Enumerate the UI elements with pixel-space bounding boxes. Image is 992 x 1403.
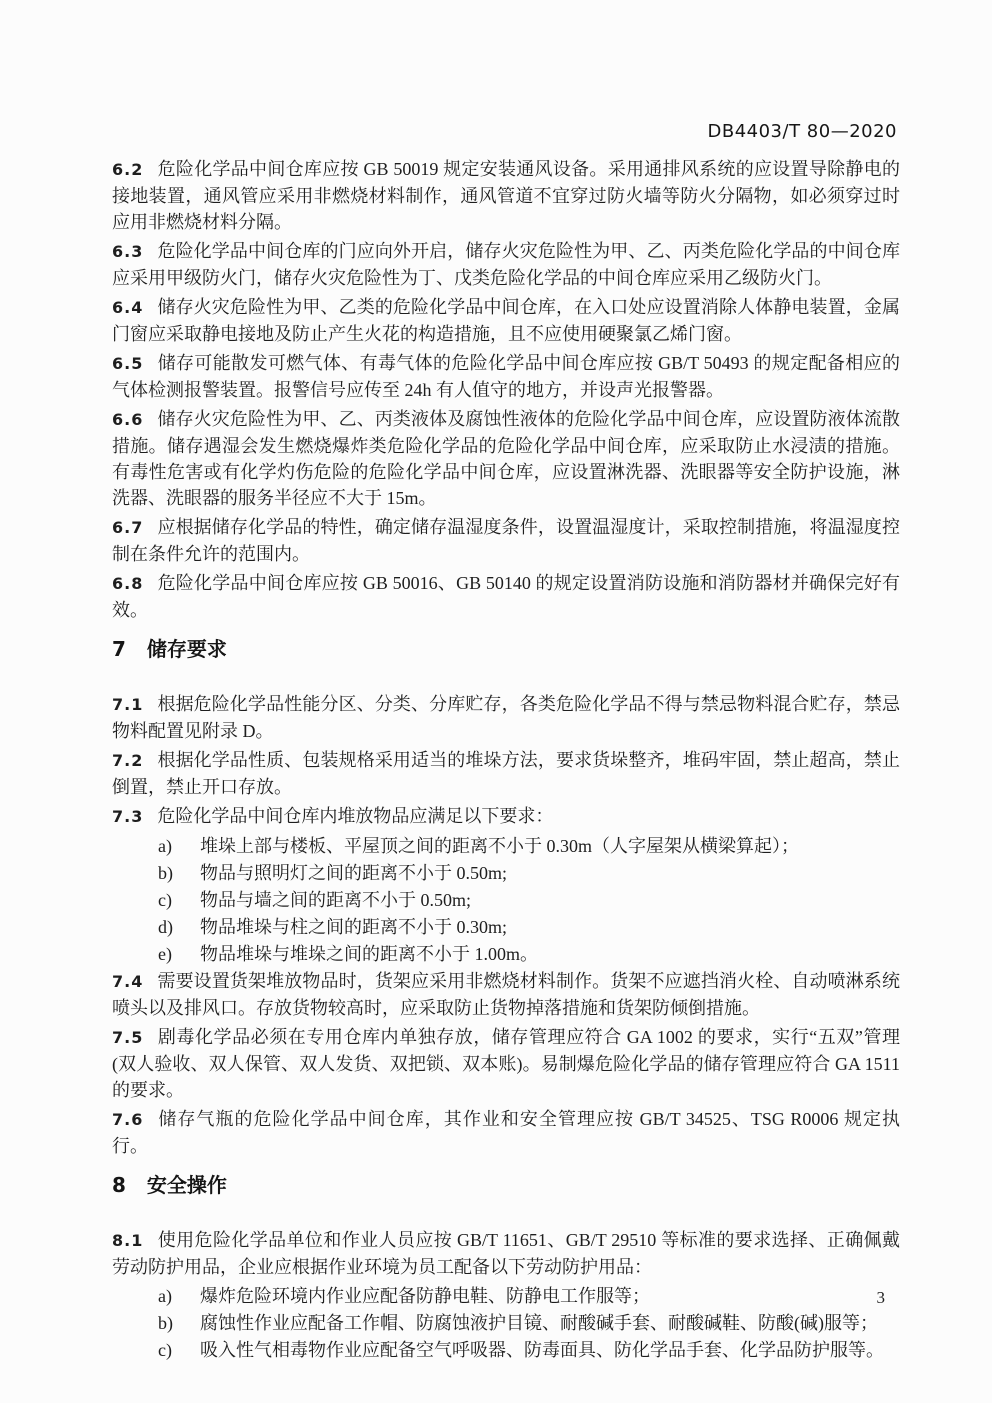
section-heading-8: [112, 1171, 900, 1199]
page-content: [112, 156, 900, 1364]
clause-7-6: [112, 1106, 900, 1159]
clause-text: 危险化学品中间仓库应按 GB 50019 规定安装通风设备。采用通排风系统的应设置导除静电的接地装置，通风管应采用非燃烧材料制作，通风管道不宜穿过防火墙等防火分隔物，如必须穿过时应用非燃烧材料分隔。: [112, 159, 900, 232]
clause-text: 使用危险化学品单位和作业人员应按 GB/T 11651、GB/T 29510 等标准的要求选择、正确佩戴劳动防护用品，企业应根据作业环境为员工配备以下劳动防护用品：: [112, 1230, 900, 1277]
section-6: [112, 156, 900, 623]
list-marker: e): [158, 944, 172, 964]
list-text: 物品堆垛与堆垛之间的距离不小于 1.00m。: [200, 944, 538, 964]
heading-number: 8: [112, 1173, 127, 1197]
clause-number: 7.4: [112, 972, 144, 991]
heading-title: 安全操作: [146, 1173, 227, 1197]
clause-number: 7.5: [112, 1028, 144, 1047]
list-marker: a): [158, 836, 172, 856]
clause-number: 6.5: [112, 354, 144, 373]
clause-text: 危险化学品中间仓库应按 GB 50016、GB 50140 的规定设置消防设施和消防器材并确保完好有效。: [112, 573, 900, 620]
clause-6-6: [112, 406, 900, 511]
list-item: [112, 833, 900, 859]
clause-number: 6.4: [112, 298, 144, 317]
clause-7-3: [112, 803, 900, 830]
list-item: [112, 1337, 900, 1363]
clause-number: 7.2: [112, 751, 144, 770]
clause-number: 6.2: [112, 160, 144, 179]
clause-6-2: [112, 156, 900, 235]
list-text: 爆炸危险环境内作业应配备防静电鞋、防静电工作服等；: [200, 1286, 650, 1306]
clause-text: 根据危险化学品性能分区、分类、分库贮存，各类危险化学品不得与禁忌物料混合贮存，禁忌物料配置见附录 D。: [112, 694, 900, 741]
list-text: 腐蚀性作业应配备工作帽、防腐蚀液护目镜、耐酸碱手套、耐酸碱鞋、防酸(碱)服等；: [200, 1313, 878, 1333]
clause-number: 7.3: [112, 807, 144, 826]
clause-7-1: [112, 691, 900, 744]
section-7: [112, 635, 900, 1159]
clause-text: 剧毒化学品必须在专用仓库内单独存放，储存管理应符合 GA 1002 的要求，实行“五双”管理(双人验收、双人保管、双人发货、双把锁、双本账)。易制爆危险化学品的储存管理应符合 GA 1511 的要求。: [112, 1027, 900, 1100]
list-text: 吸入性气相毒物作业应配备空气呼吸器、防毒面具、防化学品手套、化学品防护服等。: [200, 1340, 884, 1360]
clause-number: 8.1: [112, 1231, 144, 1250]
clause-6-7: [112, 514, 900, 567]
clause-text: 储存火灾危险性为甲、乙类的危险化学品中间仓库，在入口处应设置消除人体静电装置，金属门窗应采取静电接地及防止产生火花的构造措施，且不应使用硬聚氯乙烯门窗。: [112, 297, 900, 344]
list-marker: d): [158, 917, 173, 937]
clause-6-5: [112, 350, 900, 403]
heading-number: 7: [112, 637, 127, 661]
heading-title: 储存要求: [146, 637, 227, 661]
clause-number: 6.3: [112, 242, 144, 261]
list-text: 物品与照明灯之间的距离不小于 0.50m;: [200, 863, 508, 883]
list-item: [112, 887, 900, 913]
clause-text: 需要设置货架堆放物品时，货架应采用非燃烧材料制作。货架不应遮挡消火栓、自动喷淋系统喷头以及排风口。存放货物较高时，应采取防止货物掉落措施和货架防倾倒措施。: [112, 971, 900, 1018]
clause-6-8: [112, 570, 900, 623]
list-item: [112, 914, 900, 940]
clause-text: 储存气瓶的危险化学品中间仓库，其作业和安全管理应按 GB/T 34525、TSG R0006 规定执行。: [112, 1109, 900, 1156]
list-item: [112, 941, 900, 967]
clause-6-3: [112, 238, 900, 291]
clause-7-4: [112, 968, 900, 1021]
clause-8-1: [112, 1227, 900, 1280]
clause-text: 危险化学品中间仓库的门应向外开启，储存火灾危险性为甲、乙、丙类危险化学品的中间仓库应采用甲级防火门，储存火灾危险性为丁、戊类危险化学品的中间仓库应采用乙级防火门。: [112, 241, 900, 288]
clause-text: 根据化学品性质、包装规格采用适当的堆垛方法，要求货垛整齐，堆码牢固，禁止超高，禁止倒置，禁止开口存放。: [112, 750, 900, 797]
list-marker: c): [158, 1340, 172, 1360]
clause-number: 6.8: [112, 574, 144, 593]
clause-number: 7.1: [112, 695, 144, 714]
list-marker: b): [158, 1313, 173, 1333]
clause-6-4: [112, 294, 900, 347]
clause-7-5: [112, 1024, 900, 1103]
page-number: 3: [876, 1288, 885, 1307]
clause-7-2: [112, 747, 900, 800]
list-marker: a): [158, 1286, 172, 1306]
clause-text: 危险化学品中间仓库内堆放物品应满足以下要求：: [157, 806, 554, 826]
clause-number: 6.7: [112, 518, 144, 537]
doc-code: DB4403/T 80—2020: [707, 121, 897, 142]
list-text: 堆垛上部与楼板、平屋顶之间的距离不小于 0.30m（人字屋架从横梁算起）；: [200, 836, 799, 856]
section-8: [112, 1171, 900, 1363]
list-item: [112, 860, 900, 886]
section-heading-7: [112, 635, 900, 663]
clause-number: 7.6: [112, 1110, 144, 1129]
clause-text: 储存火灾危险性为甲、乙、丙类液体及腐蚀性液体的危险化学品中间仓库，应设置防液体流散措施。储存遇湿会发生燃烧爆炸类危险化学品的危险化学品中间仓库，应采取防止水浸渍的措施。有毒性危害或有化学灼伤危险的危险化学品中间仓库，应设置淋洗器、洗眼器等安全防护设施，淋洗器、洗眼器的服务半径应不大于 15m。: [112, 409, 900, 508]
list-text: 物品与墙之间的距离不小于 0.50m;: [200, 890, 472, 910]
list-item: [112, 1310, 900, 1336]
clause-number: 6.6: [112, 410, 144, 429]
list-marker: b): [158, 863, 173, 883]
clause-text: 应根据储存化学品的特性，确定储存温湿度条件，设置温湿度计，采取控制措施，将温湿度控制在条件允许的范围内。: [112, 517, 900, 564]
clause-text: 储存可能散发可燃气体、有毒气体的危险化学品中间仓库应按 GB/T 50493 的规定配备相应的气体检测报警装置。报警信号应传至 24h 有人值守的地方，并设声光报警器。: [112, 353, 900, 400]
list-marker: c): [158, 890, 172, 910]
list-text: 物品堆垛与柱之间的距离不小于 0.30m;: [200, 917, 508, 937]
